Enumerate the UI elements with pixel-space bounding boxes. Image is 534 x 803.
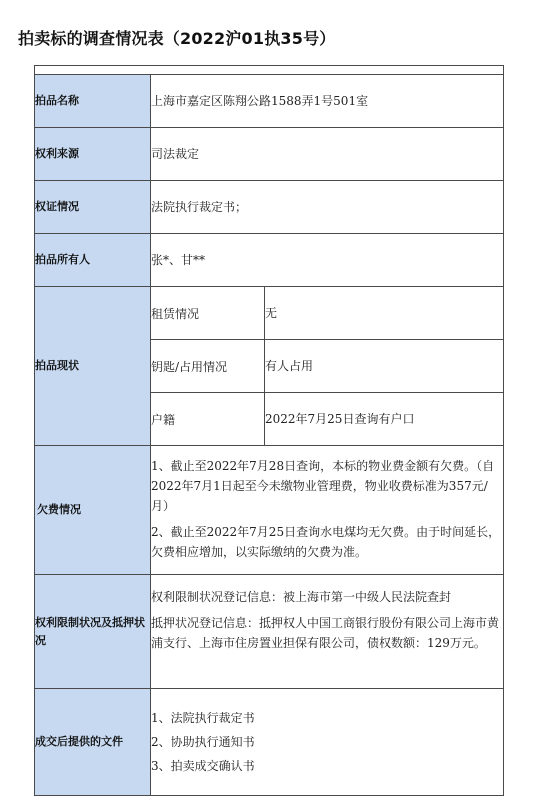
survey-table (34, 65, 504, 796)
owner-label: 拍品所有人 (35, 234, 151, 287)
status-value-occupancy: 有人占用 (265, 340, 504, 393)
list-item: 1、法院执行裁定书 (151, 711, 255, 725)
arrears-paragraph: 1、截止至2022年7月28日查询，本标的物业费金额有欠费。（自2022年7月1日起至今未缴物业管理费，物业收费标准为357元/月） (151, 459, 495, 513)
list-item: 2、协助执行通知书 (151, 735, 255, 749)
restrictions-label: 权利限制状况及抵押状况 (35, 575, 151, 689)
restrictions-paragraph: 权利限制状况登记信息：被上海市第一中级人民法院查封 (151, 590, 452, 604)
status-key-household: 户籍 (151, 393, 265, 446)
lot-name-value: 上海市嘉定区陈翔公路1588弄1号501室 (151, 75, 504, 128)
status-value-household: 2022年7月25日查询有户口 (265, 393, 504, 446)
restrictions-value (151, 575, 504, 689)
table-row (35, 128, 504, 181)
table-row (35, 575, 504, 689)
page-title: 拍卖标的调查情况表（2022沪01执35号） (18, 29, 336, 48)
rights-source-value: 司法裁定 (151, 128, 504, 181)
restrictions-paragraph: 抵押状况登记信息：抵押权人中国工商银行股份有限公司上海市黄浦支行、上海市住房置业担保有限公司，债权数额：129万元。 (151, 616, 500, 650)
status-value-lease: 无 (265, 287, 504, 340)
certificate-label: 权证情况 (35, 181, 151, 234)
table-row (35, 234, 504, 287)
rights-source-label: 权利来源 (35, 128, 151, 181)
status-label: 拍品现状 (35, 287, 151, 446)
owner-value: 张*、甘** (151, 234, 504, 287)
arrears-paragraph: 2、截止至2022年7月25日查询水电煤均无欠费。由于时间延长，欠费相应增加，以实际缴纳的欠费为准。 (151, 525, 501, 559)
table-row (35, 287, 504, 340)
arrears-value (151, 446, 504, 575)
table-top-gap (35, 66, 504, 75)
table-row (35, 446, 504, 575)
status-key-lease: 租赁情况 (151, 287, 265, 340)
documents-value (151, 689, 504, 796)
lot-name-label: 拍品名称 (35, 75, 151, 128)
table-row (35, 75, 504, 128)
arrears-label: 欠费情况 (35, 446, 151, 575)
status-key-occupancy: 钥匙/占用情况 (151, 340, 265, 393)
certificate-value: 法院执行裁定书； (151, 181, 504, 234)
table-row (35, 689, 504, 796)
documents-label: 成交后提供的文件 (35, 689, 151, 796)
table-row (35, 181, 504, 234)
list-item: 3、拍卖成交确认书 (151, 759, 255, 773)
